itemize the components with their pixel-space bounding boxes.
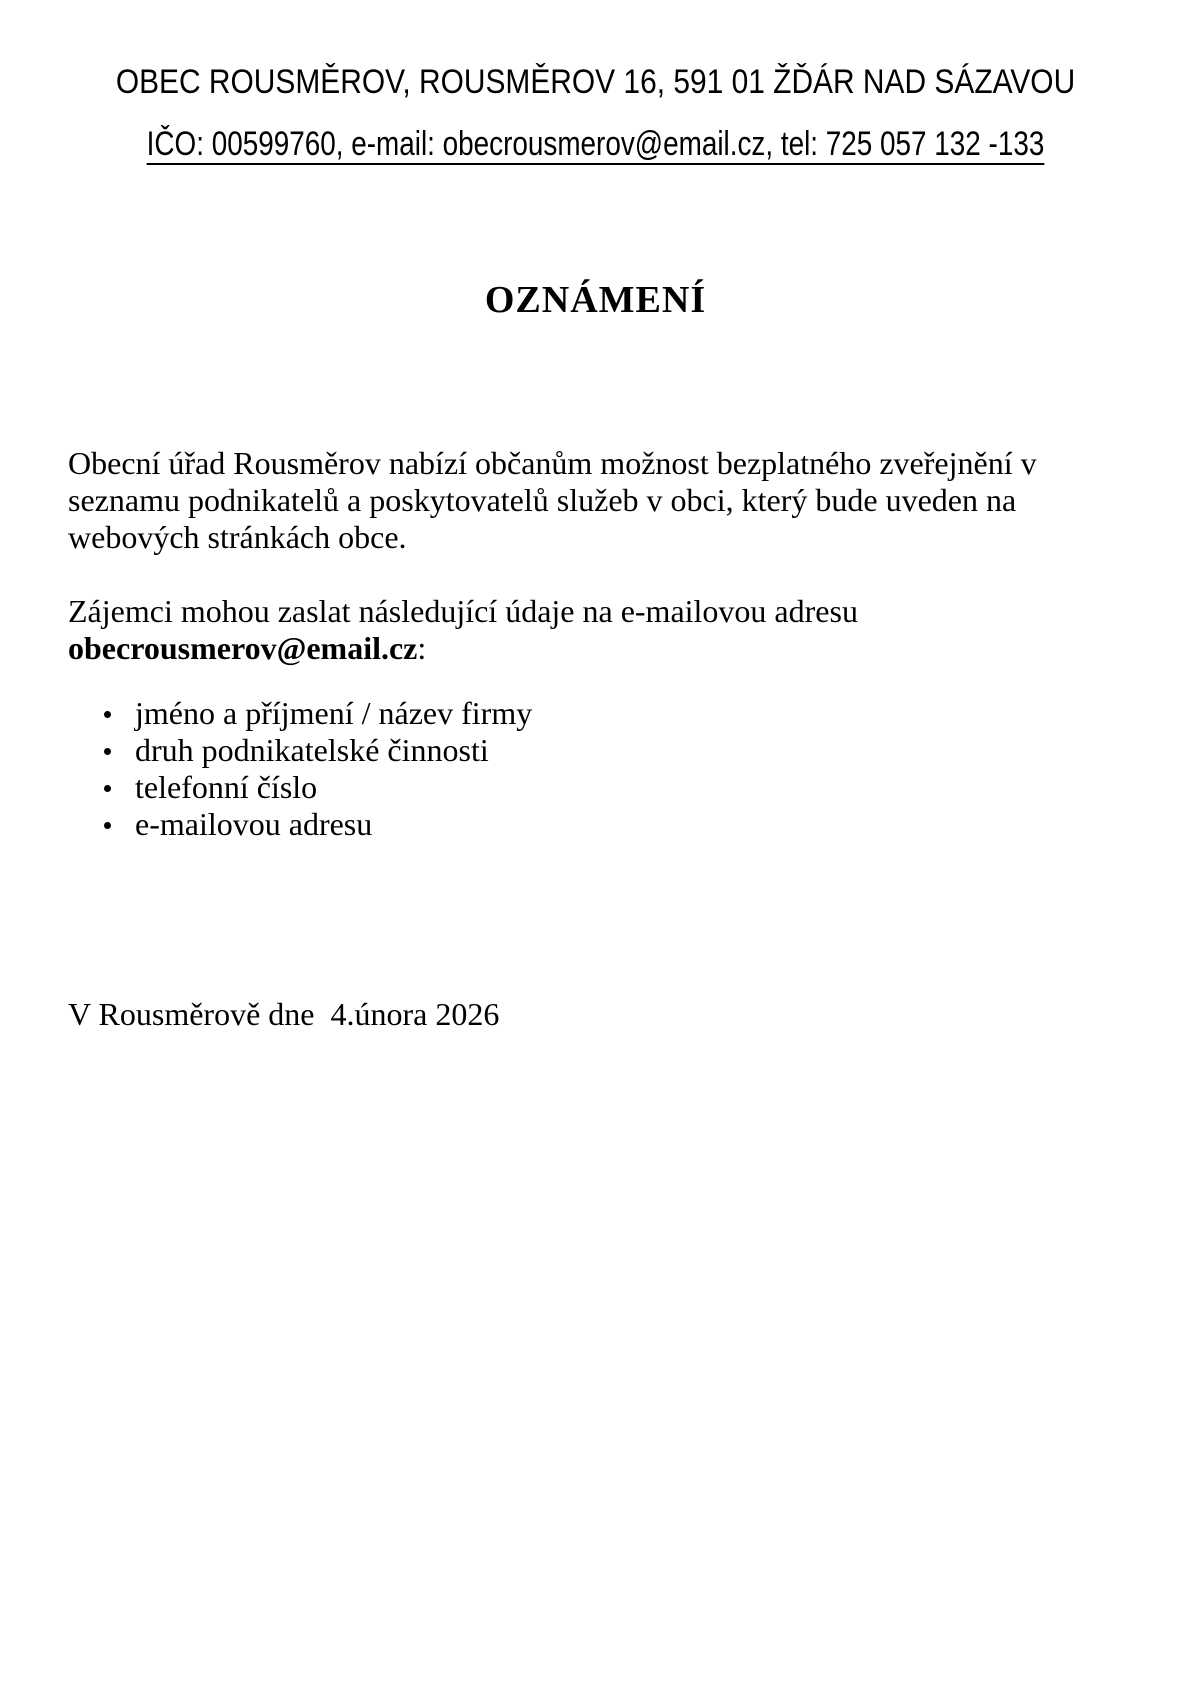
intro-paragraph-line-2: seznamu podnikatelů a poskytovatelů služeb v obci, který bude uveden na [68, 482, 1017, 518]
email-line-colon: : [417, 630, 427, 666]
document-title: OZNÁMENÍ [484, 279, 707, 321]
list-item-business-type: druh podnikatelské činnosti [68, 732, 1068, 769]
list-item-phone-number: telefonní číslo [68, 769, 1068, 806]
header-municipality-address: OBEC ROUSMĚROV, ROUSMĚROV 16, 591 01 ŽĎÁR NAD SÁZAVOU [115, 63, 1076, 101]
instructions-paragraph [68, 593, 1118, 667]
place-and-date-line: V Rousměrově dne 4.února 2026 [68, 996, 500, 1032]
list-item-email-address: e-mailovou adresu [68, 806, 1068, 843]
header-contact-info: IČO: 00599760, e-mail: obecrousmerov@email.cz, tel: 725 057 132 -133 [146, 125, 1045, 163]
intro-paragraph [68, 445, 1118, 556]
intro-paragraph-line-3: webových stránkách obce. [68, 519, 407, 555]
list-item-name-or-company: jméno a příjmení / název firmy [68, 695, 1068, 732]
instructions-intro-line: Zájemci mohou zaslat následující údaje na e-mailovou adresu [68, 593, 858, 629]
required-info-list [68, 695, 1068, 843]
email-line [68, 630, 1118, 667]
intro-paragraph-line-1: Obecní úřad Rousměrov nabízí občanům možnost bezplatného zveřejnění v [68, 445, 1037, 481]
email-address: obecrousmerov@email.cz [68, 630, 418, 666]
